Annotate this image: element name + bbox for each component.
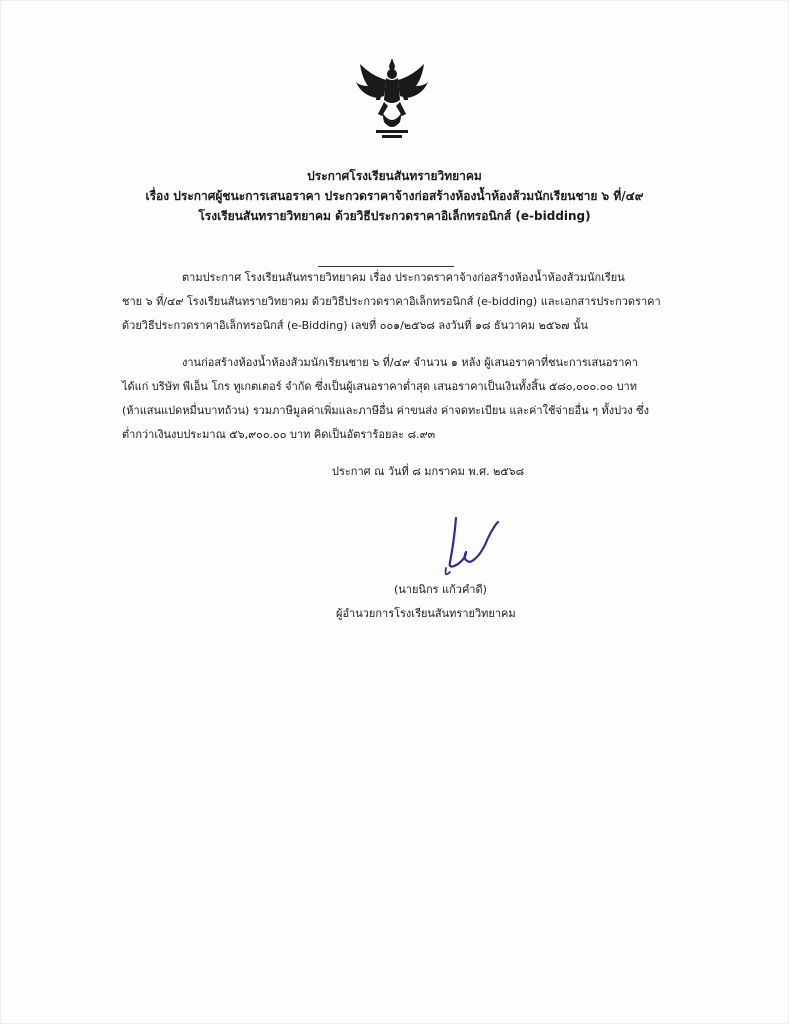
signer-title: ผู้อำนวยการโรงเรียนสันทรายวิทยาคม	[336, 607, 516, 620]
paragraph-1-line: ด้วยวิธีประกวดราคาอิเล็กทรอนิกส์ (e-Bidding) เลขที่ ๐๐๑/๒๕๖๘ ลงวันที่ ๑๘ ธันวาคม ๒๕๖๗ นั้น	[122, 319, 588, 332]
paragraph-1-line: ชาย ๖ ที่/๔๙ โรงเรียนสันทรายวิทยาคม ด้วยวิธีประกวดราคาอิเล็กทรอนิกส์ (e-bidding) และเอกสารประกวดราคา	[122, 295, 661, 308]
paragraph-2	[122, 351, 682, 447]
paragraph-2-line: ต่ำกว่าเงินงบประมาณ ๕๖,๙๐๐.๐๐ บาท คิดเป็นอัตราร้อยละ ๘.๙๓	[122, 428, 436, 441]
paragraph-2-line: (ห้าแสนแปดหมื่นบาทถ้วน) รวมภาษีมูลค่าเพิ่มและภาษีอื่น ค่าขนส่ง ค่าจดทะเบียน และค่าใช้จ่ายอื่น ๆ ทั้งปวง ซึ่ง	[122, 404, 650, 417]
paragraph-2-line: ได้แก่ บริษัท พีเอ็น โกร ทูเกตเตอร์ จำกัด ซึ่งเป็นผู้เสนอราคาต่ำสุด เสนอราคาเป็นเงินทั้งสิ้น ๕๘๐,๐๐๐.๐๐ บาท	[122, 380, 637, 393]
garuda-emblem-icon	[354, 56, 430, 140]
signer-name: (นายนิกร แก้วคำดี)	[394, 583, 487, 596]
paragraph-1-line: ตามประกาศ โรงเรียนสันทรายวิทยาคม เรื่อง ประกวดราคาจ้างก่อสร้างห้องน้ำห้องส้วมนักเรียน	[182, 271, 625, 284]
paragraph-2-line: งานก่อสร้างห้องน้ำห้องส้วมนักเรียนชาย ๖ ที่/๔๙ จำนวน ๑ หลัง ผู้เสนอราคาที่ชนะการเสนอราคา	[182, 356, 638, 369]
handwritten-signature	[436, 512, 508, 586]
header-line-2: เรื่อง ประกาศผู้ชนะการเสนอราคา ประกวดราคาจ้างก่อสร้างห้องน้ำห้องส้วมนักเรียนชาย ๖ ที่/๔๙	[145, 189, 644, 203]
header-line-3: โรงเรียนสันทรายวิทยาคม ด้วยวิธีประกวดราคาอิเล็กทรอนิกส์ (e-bidding)	[198, 209, 591, 223]
paragraph-1	[122, 266, 682, 338]
header-line-1: ประกาศโรงเรียนสันทรายวิทยาคม	[307, 169, 482, 183]
announcement-date: ประกาศ ณ วันที่ ๘ มกราคม พ.ศ. ๒๕๖๘	[332, 465, 525, 478]
document-header	[0, 166, 789, 226]
